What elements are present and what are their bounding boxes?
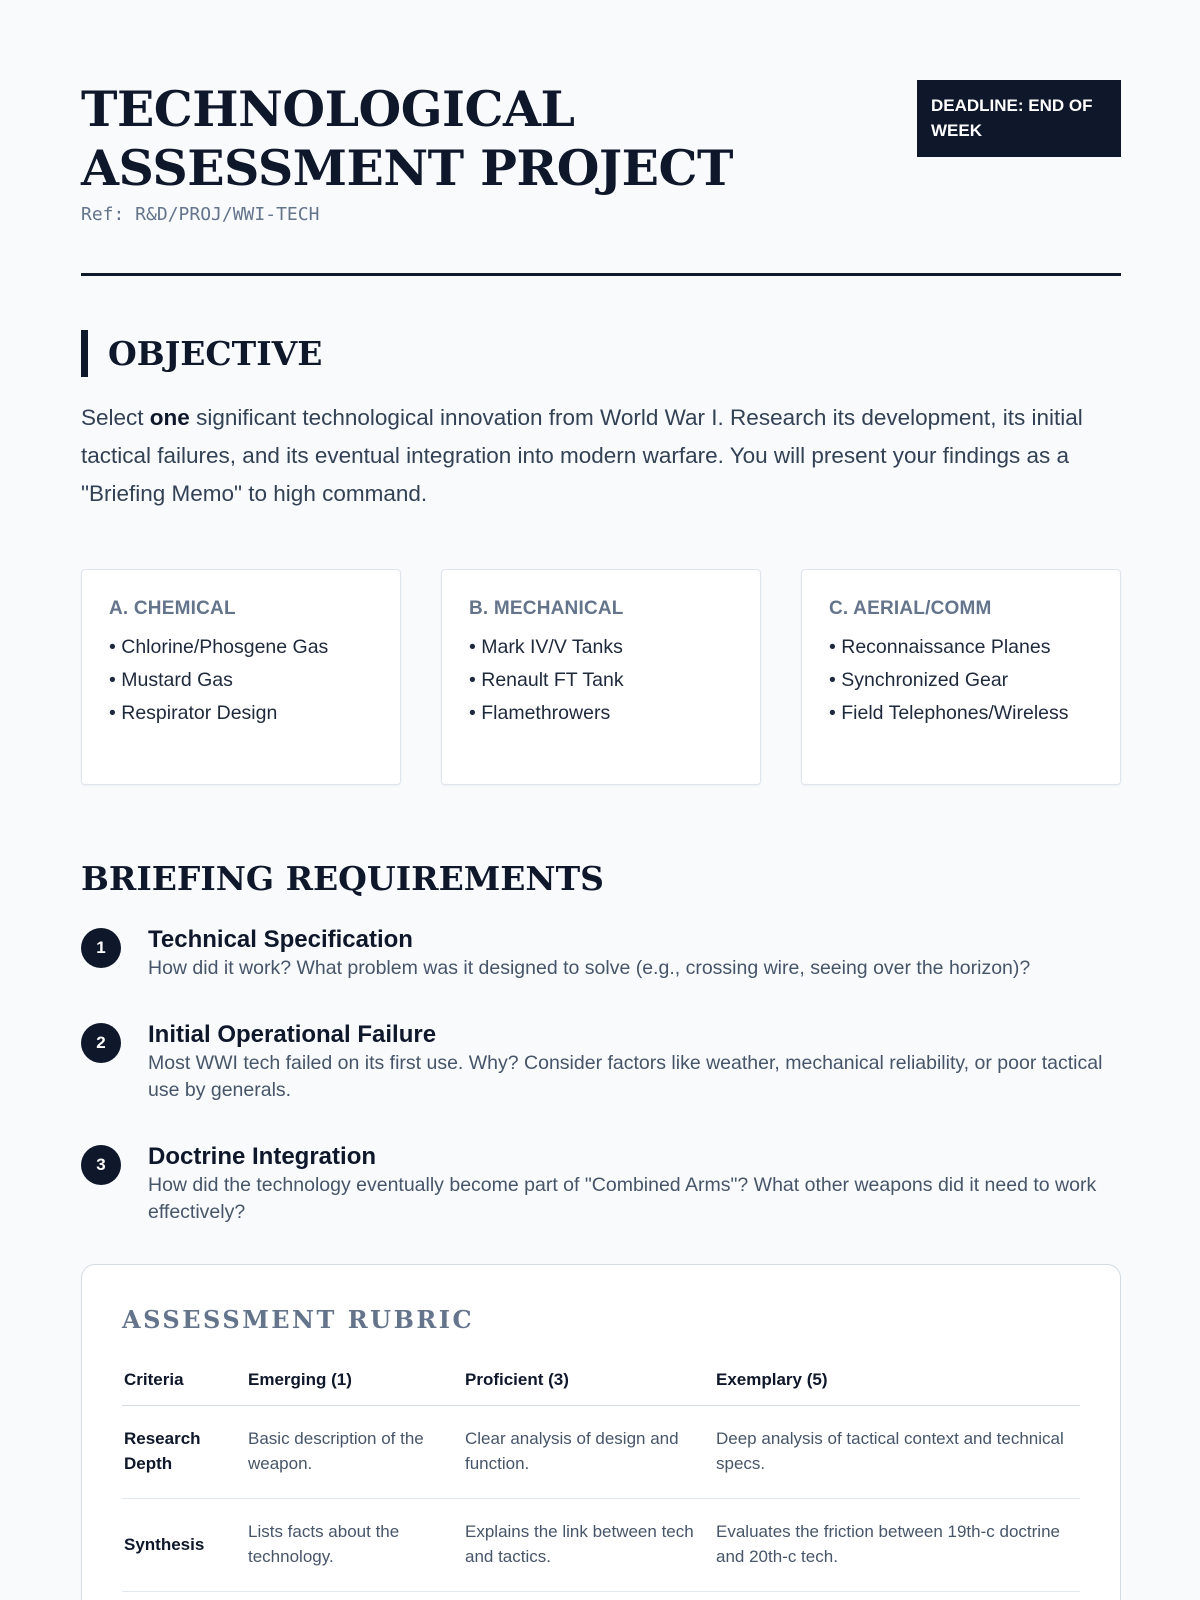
column-header-exemplary: Exemplary (5) bbox=[714, 1360, 1080, 1406]
column-header-proficient: Proficient (3) bbox=[463, 1360, 714, 1406]
column-header-criteria: Criteria bbox=[122, 1360, 246, 1406]
objective-text-end: significant technological innovation from World War I. Research its development, its initial tactical failures, and its eventual integration into modern warfare. You will present your findings as a "Briefing Memo" to high command. bbox=[81, 405, 1083, 506]
objective-text bbox=[81, 399, 1121, 513]
category-title: C. AERIAL/COMM bbox=[829, 598, 992, 619]
rubric-table bbox=[122, 1360, 1080, 1592]
proficient-cell: Clear analysis of design and function. bbox=[463, 1406, 714, 1499]
category-item: • Field Telephones/Wireless bbox=[829, 702, 1069, 724]
page-header bbox=[81, 80, 1121, 276]
category-item: • Reconnaissance Planes bbox=[829, 636, 1051, 658]
requirement-item bbox=[81, 925, 1121, 982]
category-item: • Mustard Gas bbox=[109, 669, 233, 691]
category-item: • Respirator Design bbox=[109, 702, 278, 724]
category-item: • Mark IV/V Tanks bbox=[469, 636, 623, 658]
requirement-title: Initial Operational Failure bbox=[148, 1021, 437, 1048]
objective-heading: OBJECTIVE bbox=[81, 330, 1121, 377]
requirement-title: Doctrine Integration bbox=[148, 1143, 377, 1170]
rubric-row bbox=[122, 1406, 1080, 1499]
category-item: • Renault FT Tank bbox=[469, 669, 624, 691]
column-header-emerging: Emerging (1) bbox=[246, 1360, 463, 1406]
objective-text-start: Select bbox=[81, 405, 150, 430]
step-number-badge: 3 bbox=[81, 1145, 121, 1185]
reference-code: Ref: R&D/PROJ/WWI-TECH bbox=[81, 204, 320, 225]
requirement-item bbox=[81, 1020, 1121, 1104]
exemplary-cell: Deep analysis of tactical context and technical specs. bbox=[714, 1406, 1080, 1499]
objective-emphasis: one bbox=[149, 405, 190, 430]
rubric-row bbox=[122, 1499, 1080, 1592]
category-item: • Chlorine/Phosgene Gas bbox=[109, 636, 329, 658]
exemplary-cell: Evaluates the friction between 19th-c doctrine and 20th-c tech. bbox=[714, 1499, 1080, 1592]
category-title: A. CHEMICAL bbox=[109, 598, 236, 619]
rubric-header-row bbox=[122, 1360, 1080, 1406]
assignment-page bbox=[81, 80, 1121, 1600]
requirements-heading: BRIEFING REQUIREMENTS bbox=[81, 859, 604, 898]
category-card-mechanical bbox=[441, 569, 761, 785]
requirements-list bbox=[81, 925, 1121, 1226]
requirement-body bbox=[148, 1020, 1121, 1104]
rubric-title: ASSESSMENT RUBRIC bbox=[122, 1305, 475, 1334]
requirement-title: Technical Specification bbox=[148, 926, 413, 953]
requirement-description: How did the technology eventually become part of "Combined Arms"? What other weapons did it need to work effectively? bbox=[148, 1174, 1097, 1223]
proficient-cell: Explains the link between tech and tactics. bbox=[463, 1499, 714, 1592]
requirement-description: How did it work? What problem was it designed to solve (e.g., crossing wire, seeing over the horizon)? bbox=[148, 957, 1031, 979]
category-title: B. MECHANICAL bbox=[469, 598, 624, 619]
criteria-cell: Research Depth bbox=[122, 1406, 246, 1499]
category-cards bbox=[81, 569, 1121, 785]
requirement-description: Most WWI tech failed on its first use. Why? Consider factors like weather, mechanical reliability, or poor tactical use by generals. bbox=[148, 1052, 1103, 1101]
criteria-cell: Synthesis bbox=[122, 1499, 246, 1592]
category-item: • Flamethrowers bbox=[469, 702, 611, 724]
deadline-badge: DEADLINE: END OF WEEK bbox=[917, 80, 1121, 157]
requirement-body bbox=[148, 925, 1121, 982]
emerging-cell: Lists facts about the technology. bbox=[246, 1499, 463, 1592]
emerging-cell: Basic description of the weapon. bbox=[246, 1406, 463, 1499]
category-item: • Synchronized Gear bbox=[829, 669, 1009, 691]
requirement-body bbox=[148, 1142, 1121, 1226]
assessment-rubric bbox=[81, 1264, 1121, 1600]
step-number-badge: 2 bbox=[81, 1023, 121, 1063]
step-number-badge: 1 bbox=[81, 928, 121, 968]
category-card-chemical bbox=[81, 569, 401, 785]
page-title: TECHNOLOGICAL ASSESSMENT PROJECT bbox=[81, 80, 733, 197]
requirement-item bbox=[81, 1142, 1121, 1226]
category-card-aerial-comm bbox=[801, 569, 1121, 785]
